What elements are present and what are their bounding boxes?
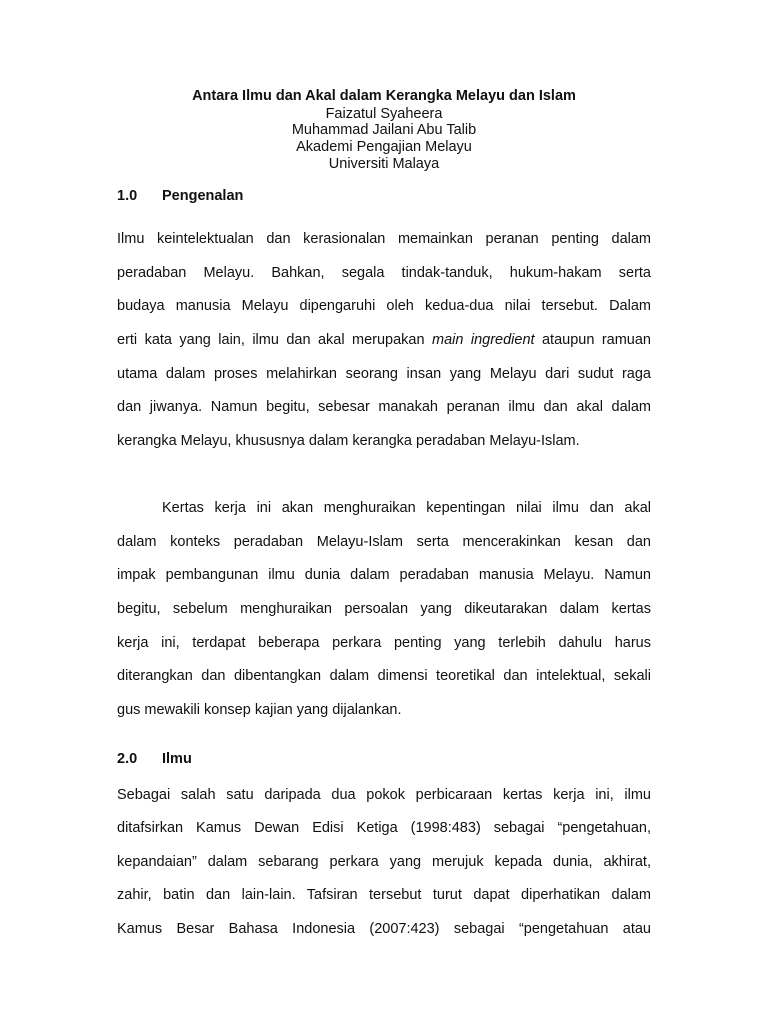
paragraph-line: impak pembangunan ilmu dunia dalam peradaban manusia Melayu. Namun [117,567,651,583]
paragraph-line: dan jiwanya. Namun begitu, sebesar manakah peranan ilmu dan akal dalam [117,399,651,415]
section-heading-ilmu [117,751,192,767]
paragraph-line: gus mewakili konsep kajian yang dijalankan. [117,702,402,718]
paragraph-line: budaya manusia Melayu dipengaruhi oleh kedua-dua nilai tersebut. Dalam [117,298,651,314]
author-name-2: Muhammad Jailani Abu Talib [291,122,477,138]
paragraph-line: diterangkan dan dibentangkan dalam dimensi teoretikal dan intelektual, sekali [117,668,651,684]
section-number: 1.0 [117,188,138,204]
paragraph-line: begitu, sebelum menghuraikan persoalan yang dikeutarakan dalam kertas [117,601,651,617]
paragraph-line: zahir, batin dan lain-lain. Tafsiran tersebut turut dapat diperhatikan dalam [117,887,651,903]
paragraph-line: Ilmu keintelektualan dan kerasionalan memainkan peranan penting dalam [117,231,651,247]
paragraph-line: kerangka Melayu, khususnya dalam kerangka peradaban Melayu-Islam. [117,433,580,449]
affiliation-line-1: Akademi Pengajian Melayu [296,139,472,155]
paragraph-line: Kertas kerja ini akan menghuraikan kepentingan nilai ilmu dan akal [162,500,651,516]
paragraph-line: dalam konteks peradaban Melayu-Islam serta mencerakinkan kesan dan [117,534,651,550]
section-title: Pengenalan [162,188,244,204]
paragraph-line: kerja ini, terdapat beberapa perkara penting yang terlebih dahulu harus [117,635,651,651]
author-name-1: Faizatul Syaheera [325,106,443,122]
paragraph-line: ditafsirkan Kamus Dewan Edisi Ketiga (1998:483) sebagai “pengetahuan, [117,820,651,836]
text-run: erti kata yang lain, ilmu dan akal merupakan [117,332,432,348]
section-title: Ilmu [162,751,192,767]
paragraph-line: Sebagai salah satu daripada dua pokok perbicaraan kertas kerja ini, ilmu [117,787,651,803]
section-number: 2.0 [117,751,138,767]
paragraph-line: kepandaian” dalam sebarang perkara yang merujuk kepada dunia, akhirat, [117,854,651,870]
text-run: ataupun ramuan [534,332,651,348]
paragraph-line: utama dalam proses melahirkan seorang insan yang Melayu dari sudut raga [117,366,651,382]
paragraph-line [117,331,651,349]
paragraph-line: peradaban Melayu. Bahkan, segala tindak-tanduk, hukum-hakam serta [117,265,651,281]
paragraph-line: Kamus Besar Bahasa Indonesia (2007:423) sebagai “pengetahuan atau [117,921,651,937]
section-heading-pengenalan [117,188,243,204]
italic-term: main ingredient [431,332,535,348]
paper-title: Antara Ilmu dan Akal dalam Kerangka Melayu dan Islam [192,88,576,104]
affiliation-line-2: Universiti Malaya [328,156,440,172]
